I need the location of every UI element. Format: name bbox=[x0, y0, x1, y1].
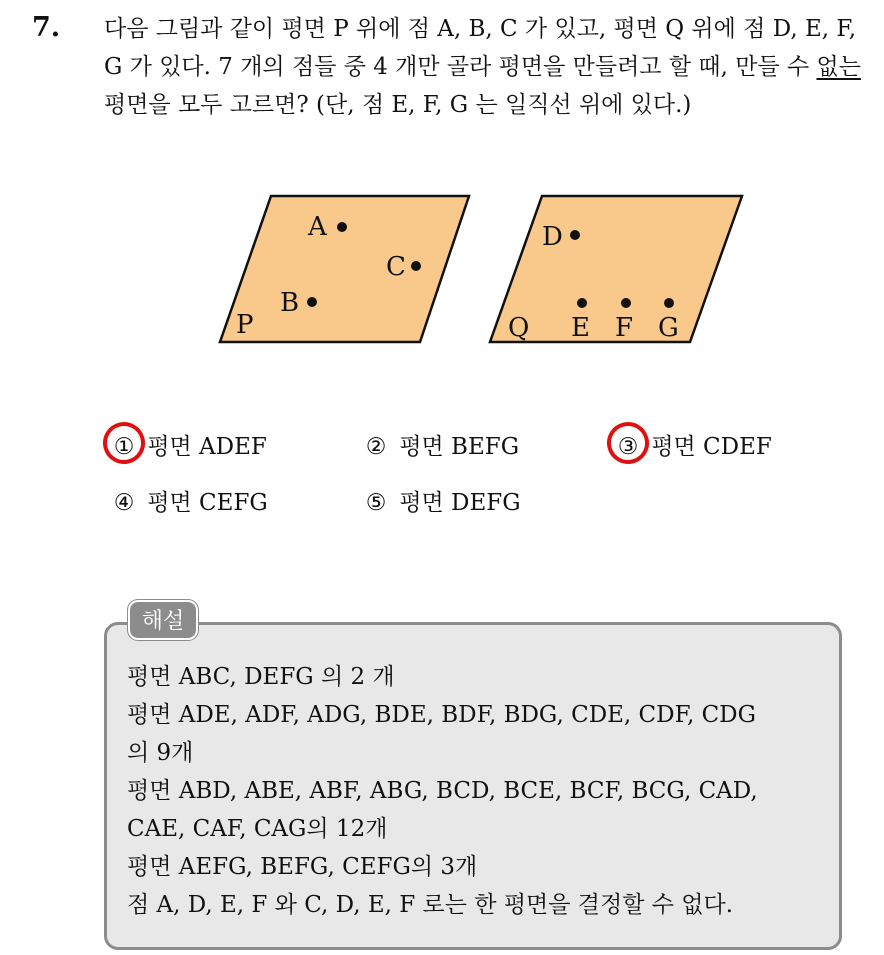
label-plane-p: P bbox=[236, 310, 254, 340]
choice-5[interactable] bbox=[360, 484, 521, 517]
choice-2[interactable] bbox=[360, 428, 519, 461]
label-point-g: G bbox=[658, 313, 679, 343]
choice-number: ① bbox=[113, 434, 135, 460]
plane-p bbox=[220, 196, 469, 342]
solution-line: 평면 ABC, DEFG 의 2 개 bbox=[127, 664, 395, 690]
point-d bbox=[570, 230, 580, 240]
label-point-c: C bbox=[386, 252, 406, 282]
label-plane-q: Q bbox=[508, 313, 530, 343]
question-text-after: 평면을 모두 고르면? (단, 점 E, F, G 는 일직선 위에 있다.) bbox=[104, 92, 692, 118]
solution-line: CAE, CAF, CAG의 12개 bbox=[127, 816, 388, 842]
planes-figure bbox=[0, 0, 884, 360]
solution-line: 평면 ADE, ADF, ADG, BDE, BDF, BDG, CDE, CDF, CDG bbox=[127, 702, 756, 728]
point-b bbox=[307, 297, 317, 307]
choice-label: 평면 CDEF bbox=[651, 434, 772, 460]
choice-label: 평면 DEFG bbox=[399, 490, 521, 516]
label-point-f: F bbox=[615, 313, 634, 343]
question-text-before: 다음 그림과 같이 평면 P 위에 점 A, B, C 가 있고, 평면 Q 위에 점 D, E, F, G 가 있다. 7 개의 점들 중 4 개만 골라 평면을 만들려고 할 때, 만들 수 bbox=[104, 16, 857, 80]
choice-1[interactable] bbox=[108, 428, 267, 461]
solution-line: 평면 AEFG, BEFG, CEFG의 3개 bbox=[127, 854, 478, 880]
choice-number: ⑤ bbox=[365, 490, 387, 516]
choice-3[interactable] bbox=[612, 428, 772, 461]
solution-tag: 해설 bbox=[128, 600, 198, 640]
choice-label: 평면 BEFG bbox=[399, 434, 520, 460]
choice-4[interactable] bbox=[108, 484, 268, 517]
solution-box bbox=[104, 622, 842, 950]
point-f bbox=[621, 298, 631, 308]
choice-number: ② bbox=[365, 434, 387, 460]
choice-number: ④ bbox=[113, 490, 135, 516]
point-e bbox=[577, 298, 587, 308]
point-a bbox=[337, 222, 347, 232]
choice-label: 평면 ADEF bbox=[147, 434, 267, 460]
label-point-b: B bbox=[280, 288, 300, 318]
solution-line: 평면 ABD, ABE, ABF, ABG, BCD, BCE, BCF, BCG, CAD, bbox=[127, 778, 758, 804]
solution-line: 점 A, D, E, F 와 C, D, E, F 로는 한 평면을 결정할 수 없다. bbox=[127, 892, 734, 918]
point-g bbox=[664, 298, 674, 308]
choice-number: ③ bbox=[617, 434, 639, 460]
label-point-e: E bbox=[571, 313, 590, 343]
solution-line: 의 9개 bbox=[127, 740, 194, 766]
point-c bbox=[411, 261, 421, 271]
label-point-d: D bbox=[542, 222, 563, 252]
choice-label: 평면 CEFG bbox=[147, 490, 268, 516]
question-number: 7. bbox=[32, 12, 61, 43]
label-point-a: A bbox=[308, 212, 327, 242]
question-text-underlined: 없는 bbox=[816, 54, 861, 80]
